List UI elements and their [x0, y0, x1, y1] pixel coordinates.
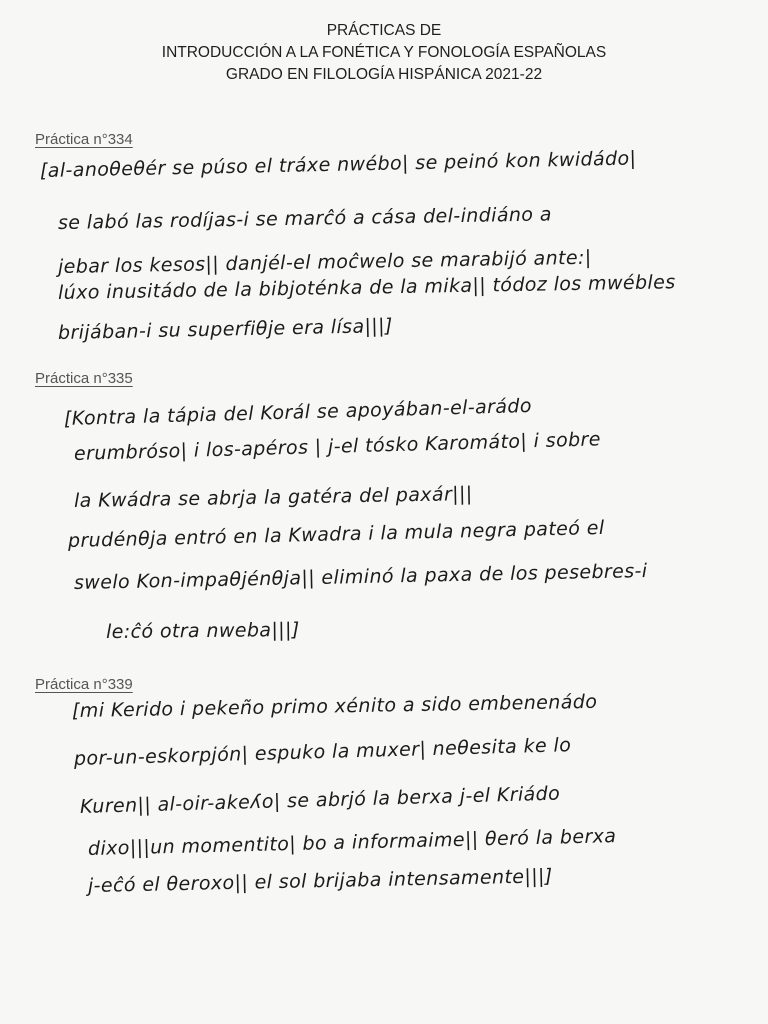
transcription-line: swelo Kon-impaθjénθja|| eliminó la paxa de los pesebres-i [73, 559, 648, 594]
transcription-line: brijában-i su superfiθje era lísa|||] [57, 314, 393, 344]
practice-title-335: Práctica n°335 [35, 370, 133, 387]
practice-title-339: Práctica n°339 [35, 676, 133, 693]
transcription-line: se labó las rodíjas-i se marĉó a cása del-indiáno a [57, 203, 553, 234]
header-line-3: GRADO EN FILOLOGÍA HISPÁNICA 2021-22 [225, 66, 543, 83]
transcription-line: le:ĉó otra nweba|||] [105, 618, 300, 643]
transcription-line: prudénθja entró en la Kwadra i la mula negra pateó el [67, 516, 605, 552]
transcription-line: lúxo inusitádo de la bibjoténka de la mika|| tódoz los mwébles [57, 271, 676, 304]
header-line-2: INTRODUCCIÓN A LA FONÉTICA Y FONOLOGÍA ESPAÑOLAS [161, 44, 607, 61]
transcription-line: [mi Kerido i pekeño primo xénito a sido embenenádo [71, 690, 598, 722]
document-header [0, 20, 768, 86]
transcription-line: jebar los kesos|| danjél-el moĉwelo se marabijó ante:| [57, 246, 592, 278]
transcription-line: [al-anoθeθér se púso el tráxe nwébo| se peinó kon kwidádo| [39, 147, 637, 182]
header-line-1: PRÁCTICAS DE [326, 22, 442, 39]
transcription-line: j-eĉó el θeroxo|| el sol brijaba intensamente|||] [87, 865, 553, 897]
transcription-line: Kuren|| al-oir-akeʎo| se abrjó la berxa j-el Kriádo [79, 782, 561, 818]
transcription-line: dixo|||un momentito| bo a informaime|| θeró la berxa [87, 825, 617, 860]
transcription-line: por-un-eskorpjón| espuko la muxer| neθesita ke lo [73, 734, 572, 770]
transcription-line: erumbróso| i los-apéros | j-el tósko Karomáto| i sobre [73, 428, 602, 465]
transcription-line: [Kontra la tápia del Korál se apoyában-el-arádo [63, 394, 533, 430]
practice-title-334: Práctica n°334 [35, 131, 133, 148]
transcription-line: la Kwádra se abrja la gatéra del paxár||| [73, 483, 473, 512]
